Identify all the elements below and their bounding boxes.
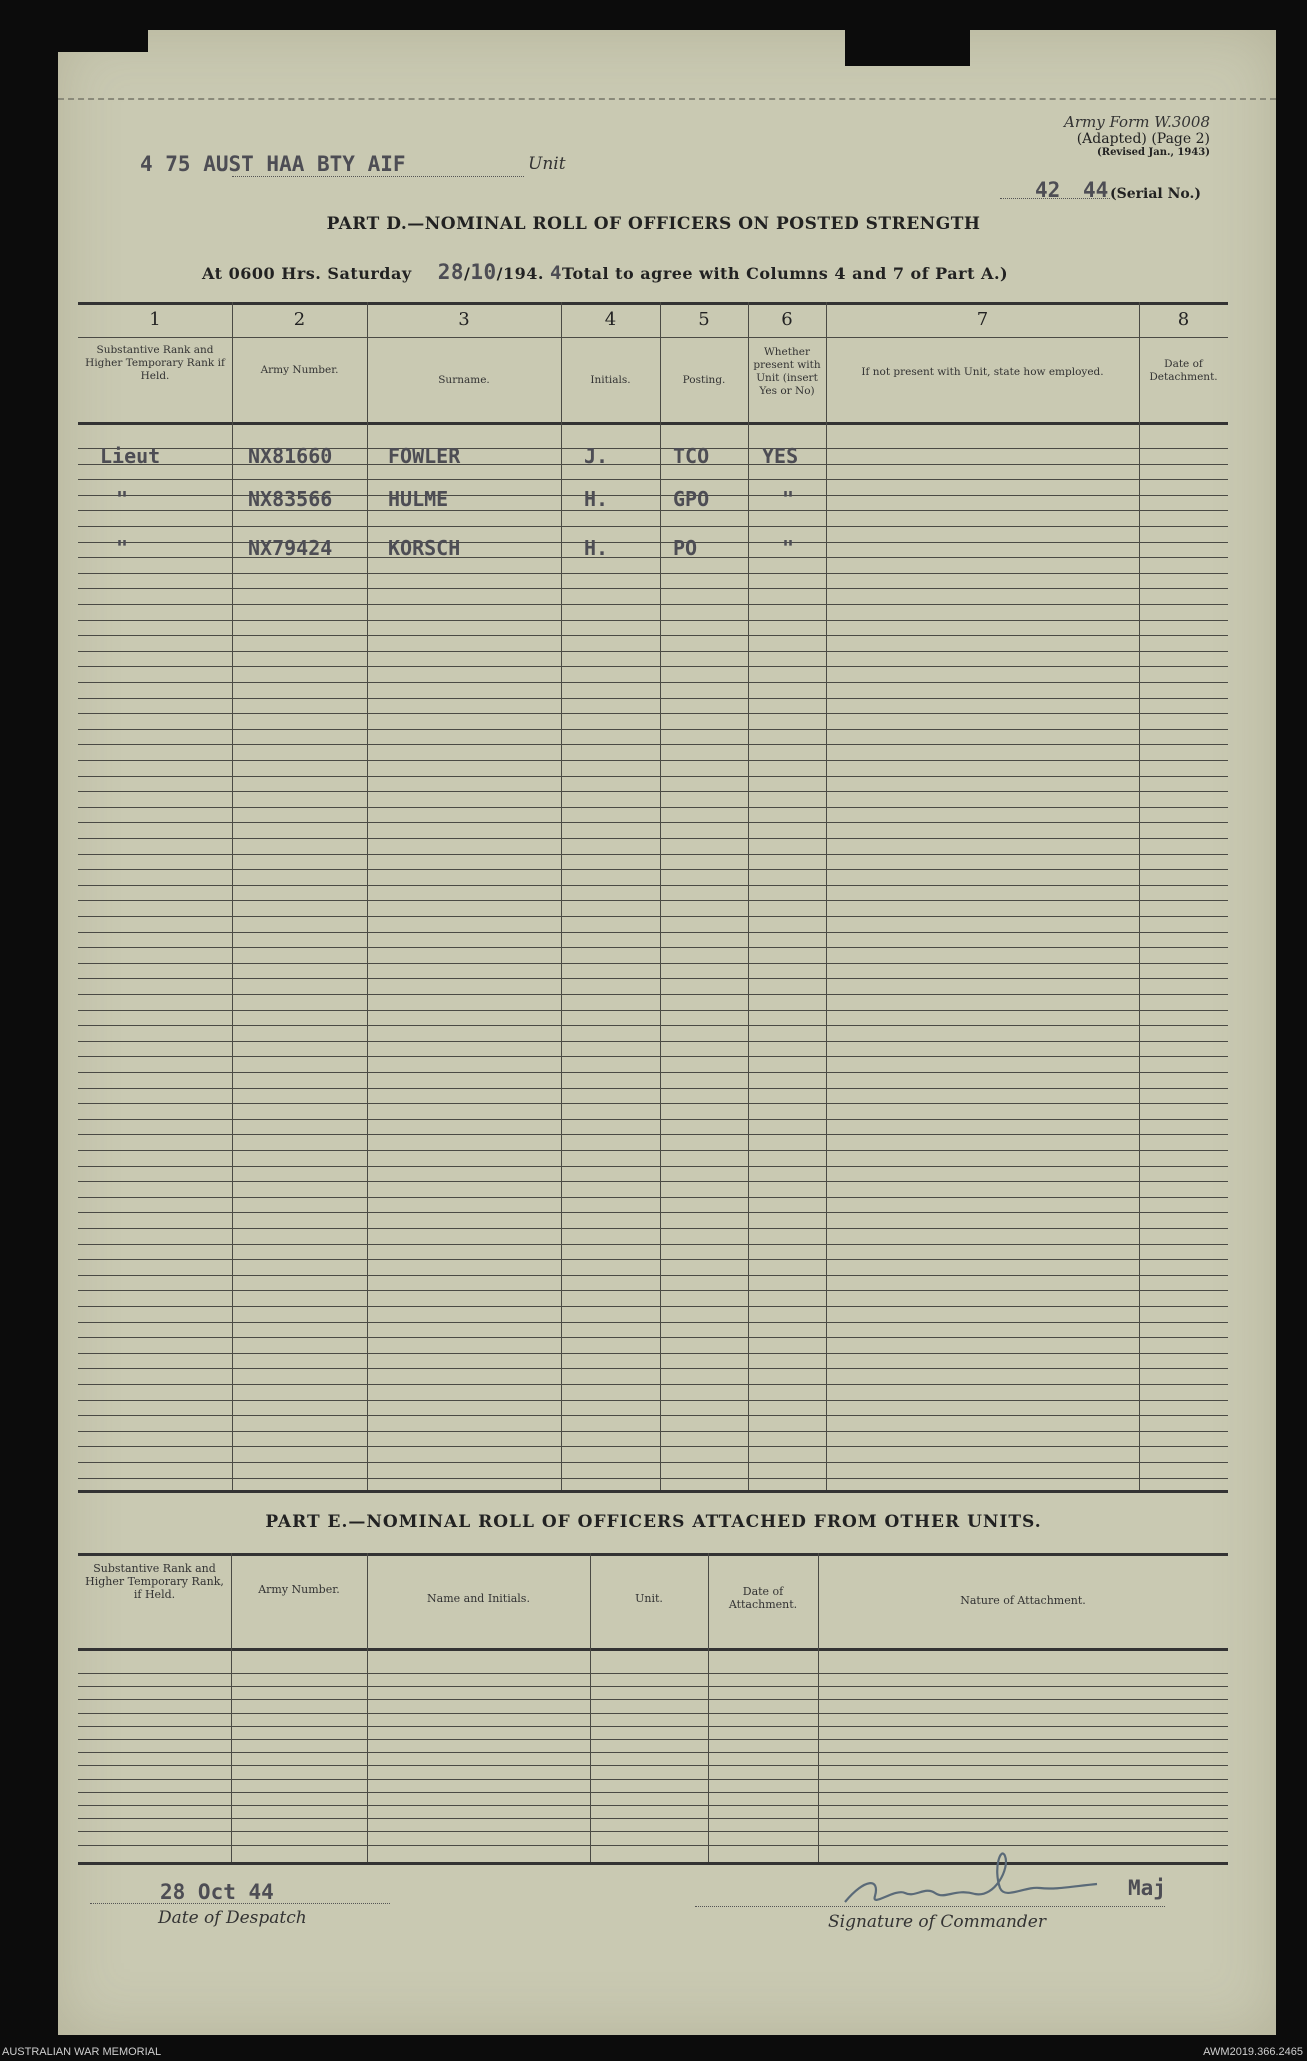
row-rule — [78, 1322, 1228, 1323]
row-rule — [78, 1765, 1228, 1766]
column-divider — [561, 302, 562, 1490]
form-title: Army Form W.3008 — [1064, 113, 1210, 131]
row-rule — [78, 1752, 1228, 1753]
row-rule — [78, 1384, 1228, 1385]
column-divider — [232, 302, 233, 1490]
roll-cell-rank: " — [116, 487, 129, 511]
column-header: Date of Detachment. — [1149, 358, 1218, 383]
row-rule — [78, 978, 1228, 979]
row-rule — [78, 604, 1228, 605]
row-rule — [78, 807, 1228, 808]
row-rule — [78, 635, 1228, 636]
row-rule — [78, 869, 1228, 870]
roll-cell-number: NX83566 — [248, 487, 333, 511]
subtitle-prefix: At 0600 Hrs. Saturday — [202, 264, 412, 283]
roll-cell-initials: H. — [584, 536, 609, 560]
row-rule — [78, 1818, 1228, 1819]
row-rule — [78, 900, 1228, 901]
despatch-label: Date of Despatch — [158, 1908, 307, 1928]
row-rule — [78, 1739, 1228, 1740]
column-header: Army Number. — [258, 1583, 340, 1596]
column-header: Initials. — [590, 374, 631, 386]
row-rule — [78, 1686, 1228, 1687]
row-rule — [78, 1368, 1228, 1369]
row-rule — [78, 1134, 1228, 1135]
roll-cell-posting: GPO — [673, 487, 710, 511]
row-rule — [78, 760, 1228, 761]
row-rule — [78, 1259, 1228, 1260]
header-bottom-rule — [78, 1648, 1228, 1651]
roll-cell-surname: KORSCH — [388, 536, 461, 560]
row-rule — [78, 1431, 1228, 1432]
row-rule — [78, 932, 1228, 933]
roll-cell-rank: Lieut — [100, 444, 161, 468]
year-digit: 4 — [550, 262, 562, 284]
column-number: 8 — [1177, 309, 1190, 330]
signature-stroke — [845, 1854, 1097, 1902]
column-header: Nature of Attachment. — [960, 1594, 1086, 1607]
part-e-title: PART E.—NOMINAL ROLL OF OFFICERS ATTACHED FROM OTHER UNITS. — [265, 1512, 1042, 1532]
row-rule — [78, 1056, 1228, 1057]
date-month: 10 — [470, 260, 497, 284]
roll-cell-number: NX81660 — [248, 444, 333, 468]
row-rule — [78, 1088, 1228, 1089]
column-header: Substantive Rank and Higher Temporary Rank, if Held. — [85, 1562, 224, 1601]
row-rule — [78, 1212, 1228, 1213]
column-header: If not present with Unit, state how employed. — [861, 366, 1104, 378]
row-rule — [78, 994, 1228, 995]
row-rule — [78, 526, 1228, 527]
column-number: 4 — [604, 309, 617, 330]
row-rule — [78, 1462, 1228, 1463]
subtitle-suffix: Total to agree with Columns 4 and 7 of Part A.) — [561, 264, 1009, 283]
despatch-date: 28 Oct 44 — [160, 1880, 274, 1904]
column-header: Army Number. — [260, 364, 339, 376]
row-rule — [78, 1726, 1228, 1727]
row-rule — [78, 1353, 1228, 1354]
row-rule — [78, 916, 1228, 917]
form-adapted: (Adapted) (Page 2) — [1076, 131, 1210, 147]
year-prefix: /194. — [496, 264, 544, 283]
row-rule — [78, 1025, 1228, 1026]
row-rule — [78, 1779, 1228, 1780]
row-rule — [78, 1337, 1228, 1338]
row-rule — [78, 620, 1228, 621]
row-rule — [78, 1713, 1228, 1714]
row-rule — [78, 1805, 1228, 1806]
column-number: 2 — [293, 309, 306, 330]
column-number: 1 — [149, 309, 161, 330]
roll-cell-number: NX79424 — [248, 536, 333, 560]
signature-label: Signature of Commander — [828, 1912, 1046, 1932]
row-rule — [78, 1103, 1228, 1104]
column-number-rule — [78, 337, 1228, 338]
column-number: 3 — [458, 309, 470, 330]
column-header: Posting. — [682, 374, 726, 386]
torn-edge — [845, 30, 970, 66]
serial-label: (Serial No.) — [1110, 186, 1201, 202]
part-d-subtitle: At 0600 Hrs. Saturday 28/10/194. 4Total to agree with Columns 4 and 7 of Part A.) — [202, 260, 1009, 284]
row-rule — [78, 822, 1228, 823]
row-rule — [78, 1400, 1228, 1401]
row-rule — [78, 947, 1228, 948]
unit-dotted-line — [232, 176, 524, 177]
row-rule — [78, 1119, 1228, 1120]
row-rule — [78, 1415, 1228, 1416]
unit-label: Unit — [528, 154, 566, 174]
row-rule — [78, 729, 1228, 730]
row-rule — [78, 1166, 1228, 1167]
row-rule — [78, 1792, 1228, 1793]
column-divider — [231, 1553, 232, 1862]
column-header: Whether present with Unit (insert Yes or No) — [753, 346, 821, 397]
row-rule — [78, 776, 1228, 777]
roll-cell-present: " — [782, 536, 795, 560]
roll-cell-surname: HULME — [388, 487, 449, 511]
row-rule — [78, 1197, 1228, 1198]
table-top-rule — [78, 302, 1228, 305]
column-number: 7 — [976, 309, 989, 330]
row-rule — [78, 588, 1228, 589]
form-revised: (Revised Jan., 1943) — [1097, 147, 1210, 158]
perforation-line — [58, 98, 1276, 100]
row-rule — [78, 1150, 1228, 1151]
row-rule — [78, 1673, 1228, 1674]
date-day: 28 — [437, 260, 464, 284]
row-rule — [78, 1446, 1228, 1447]
roll-cell-initials: J. — [584, 444, 609, 468]
part-d-title: PART D.—NOMINAL ROLL OF OFFICERS ON POSTED STRENGTH — [326, 214, 981, 234]
signature-dotted-line — [695, 1906, 1165, 1907]
form-sheet — [58, 30, 1276, 2035]
army-form-block — [1000, 113, 1210, 158]
column-divider — [367, 302, 368, 1490]
column-divider — [708, 1553, 709, 1862]
row-rule — [78, 666, 1228, 667]
roll-cell-present: YES — [762, 444, 799, 468]
column-header: Unit. — [635, 1592, 663, 1605]
row-rule — [78, 713, 1228, 714]
column-number: 5 — [698, 309, 710, 330]
credit-left: AUSTRALIAN WAR MEMORIAL — [2, 2046, 162, 2058]
column-divider — [590, 1553, 591, 1862]
header-bottom-rule — [78, 422, 1228, 425]
column-divider — [1139, 302, 1140, 1490]
unit-value: 4 75 AUST HAA BTY AIF — [140, 152, 406, 176]
column-header: Date of Attachment. — [728, 1585, 798, 1611]
column-divider — [748, 302, 749, 1490]
column-divider — [660, 302, 661, 1490]
column-divider — [826, 302, 827, 1490]
row-rule — [78, 573, 1228, 574]
row-rule — [78, 885, 1228, 886]
row-rule — [78, 791, 1228, 792]
row-rule — [78, 1275, 1228, 1276]
row-rule — [78, 698, 1228, 699]
torn-edge — [58, 30, 148, 52]
row-rule — [78, 1041, 1228, 1042]
row-rule — [78, 1699, 1228, 1700]
row-rule — [78, 854, 1228, 855]
despatch-dotted-line — [90, 1903, 390, 1904]
row-rule — [78, 838, 1228, 839]
column-number: 6 — [781, 309, 793, 330]
table-top-rule — [78, 1553, 1228, 1556]
serial-dotted-line — [1000, 198, 1110, 199]
row-rule — [78, 1831, 1228, 1832]
row-rule — [78, 1244, 1228, 1245]
roll-cell-posting: PO — [673, 536, 698, 560]
row-rule — [78, 744, 1228, 745]
row-rule — [78, 479, 1228, 480]
row-rule — [78, 1010, 1228, 1011]
table-bottom-rule — [78, 1490, 1228, 1493]
serial-value-a: 42 — [1035, 178, 1061, 202]
row-rule — [78, 1478, 1228, 1479]
roll-cell-rank: " — [116, 536, 129, 560]
row-rule — [78, 1290, 1228, 1291]
column-header: Substantive Rank and Higher Temporary Rank if Held. — [85, 344, 225, 382]
row-rule — [78, 682, 1228, 683]
column-divider — [367, 1553, 368, 1862]
roll-cell-posting: TCO — [673, 444, 710, 468]
credit-right: AWM2019.366.2465 — [1203, 2046, 1303, 2058]
column-divider — [818, 1553, 819, 1862]
row-rule — [78, 963, 1228, 964]
row-rule — [78, 1181, 1228, 1182]
commander-rank: Maj — [1128, 1876, 1166, 1900]
row-rule — [78, 1306, 1228, 1307]
column-header: Surname. — [438, 374, 490, 386]
serial-value-b: 44 — [1083, 178, 1109, 202]
roll-cell-surname: FOWLER — [388, 444, 461, 468]
row-rule — [78, 651, 1228, 652]
roll-cell-present: " — [782, 487, 795, 511]
row-rule — [78, 1072, 1228, 1073]
roll-cell-initials: H. — [584, 487, 609, 511]
row-rule — [78, 1228, 1228, 1229]
column-header: Name and Initials. — [427, 1592, 530, 1605]
